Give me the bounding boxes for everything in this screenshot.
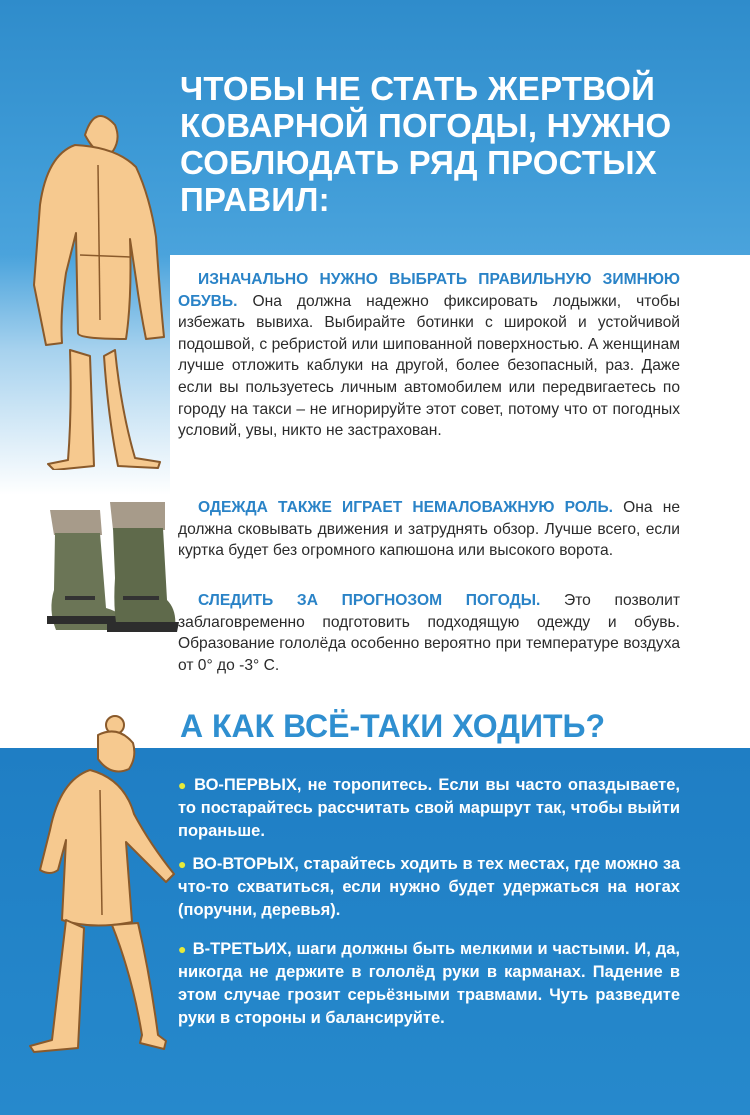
page-title: ЧТОБЫ НЕ СТАТЬ ЖЕРТВОЙ КОВАРНОЙ ПОГОДЫ, НУЖНО СОБЛЮДАТЬ РЯД ПРОСТЫХ ПРАВИЛ: [180, 70, 672, 218]
tip-footwear [178, 269, 680, 442]
walking-rule-third [178, 938, 680, 1030]
tip-clothing [178, 497, 680, 562]
bullet-icon: ● [178, 941, 187, 957]
tip-forecast-text: Это позволит заблаговременно подготовить подходящую одежду и обувь. Образование гололёда особенно вероятно при температуре воздуха от 0° до -3° С. [178, 592, 680, 674]
man-in-coat-illustration [20, 95, 170, 470]
walking-rule-first-text: ВО-ПЕРВЫХ, не торопитесь. Если вы часто опаздываете, то постарайтесь рассчитать свой маршрут так, чтобы выйти пораньше. [178, 776, 681, 840]
walking-rule-first [178, 774, 680, 843]
tip-footwear-text: Она должна надежно фиксировать лодыжки, чтобы избежать вывиха. Выбирайте ботинки с широкой и устойчивой подошвой, с ребристой или шипованной поверхностью. А женщинам лучше отложить каблуки на другой, более безопасный, раз. Даже если вы пользуетесь личным автомобилем или передвигаетесь по городу на такси – не игнорируйте этот совет, потому что от погодных условий, увы, никто не застрахован. [178, 292, 680, 440]
tip-forecast [178, 590, 680, 676]
tip-footwear-lead: ИЗНАЧАЛЬНО НУЖНО ВЫБРАТЬ ПРАВИЛЬНУЮ ЗИМНЮЮ ОБУВЬ. [178, 271, 680, 310]
bullet-icon: ● [178, 777, 189, 793]
tip-clothing-text: Она не должна сковывать движения и затруднять обзор. Лучше всего, если куртка будет без огромного капюшона или высокого ворота. [178, 499, 680, 560]
woman-walking-illustration [20, 715, 175, 1060]
winter-boots-illustration [35, 498, 180, 648]
walking-rule-third-text: В-ТРЕТЬИХ, шаги должны быть мелкими и частыми. И, да, никогда не держите в гололёд руки в карманах. Падение в этом случае грозит серьёзными травмами. Чуть разведите руки в стороны и балансируйте. [178, 940, 680, 1027]
bullet-icon: ● [178, 856, 187, 872]
tip-clothing-lead: ОДЕЖДА ТАКЖЕ ИГРАЕТ НЕМАЛОВАЖНУЮ РОЛЬ. [198, 499, 614, 516]
walking-rule-second-text: ВО-ВТОРЫХ, старайтесь ходить в тех местах, где можно за что-то схватиться, если нужно будет удержаться на ногах (поручни, деревья). [178, 855, 680, 919]
walking-rule-second [178, 853, 680, 922]
walking-section-title: А КАК ВСЁ-ТАКИ ХОДИТЬ? [180, 708, 606, 744]
tip-forecast-lead: СЛЕДИТЬ ЗА ПРОГНОЗОМ ПОГОДЫ. [198, 592, 541, 609]
